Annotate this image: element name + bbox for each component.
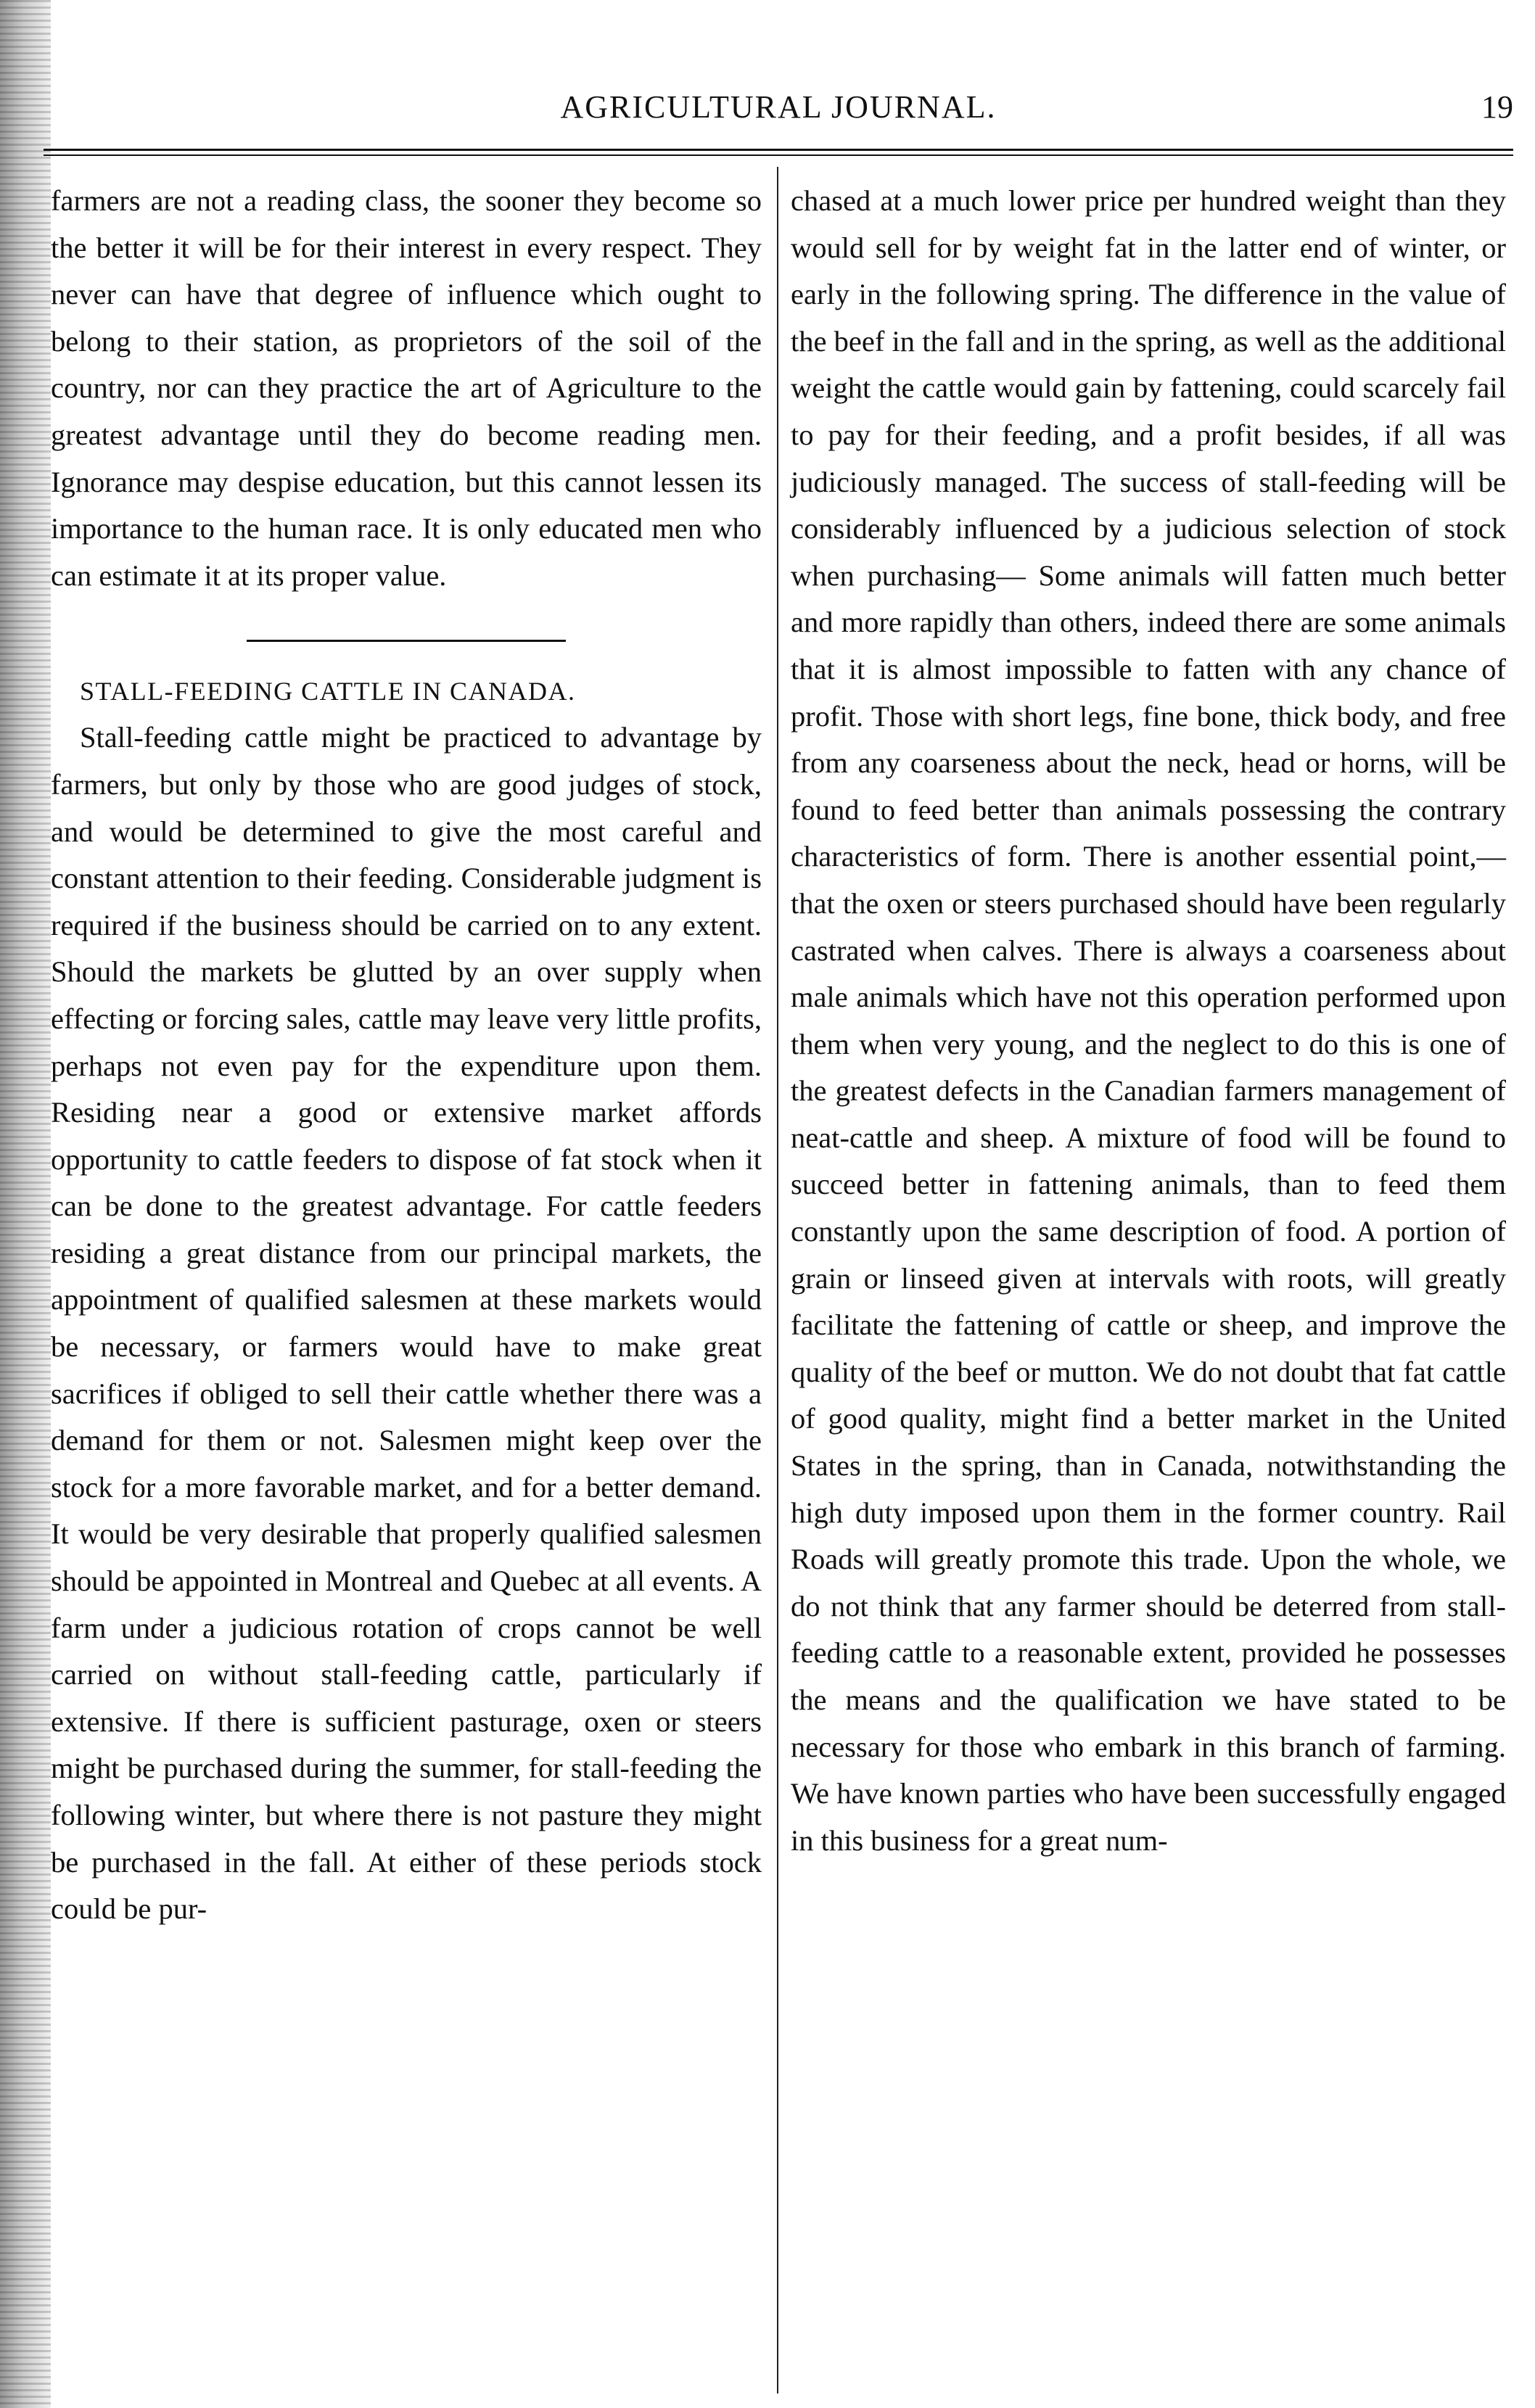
right-column <box>791 178 1506 1864</box>
page-number: 19 <box>1481 89 1513 125</box>
section-divider-rule <box>247 640 566 642</box>
header-rule-thin <box>44 154 1513 156</box>
left-paragraph-continuation: farmers are not a reading class, the sooner they become so the better it will be for their interest in every respect. They never can have that degree of influence which ought to belong to their station, as proprietors of the soil of the country, nor can they practice the art of Agriculture to the greatest advantage until they do become reading men. Ignorance may despise education, but this cannot lessen its importance to the human race. It is only educated men who can estimate it at its proper value. <box>51 184 762 592</box>
header-rule-thick <box>44 149 1513 151</box>
binding-edge-shadow <box>0 0 51 2408</box>
left-column <box>51 178 762 1933</box>
column-divider <box>777 167 778 2393</box>
right-paragraph-article: chased at a much lower price per hundred weight than they would sell for by weight fat in the latter end of winter, or early in the following spring. The difference in the value of the beef in the fall and in the spring, as well as the additional weight the cattle would gain by fattening, could scarcely fail to pay for their feeding, and a profit besides, if all was judiciously managed. The success of stall-feeding will be considerably influenced by a judicious selection of stock when purchasing— Some animals will fatten much better and more rapidly than others, indeed there are some animals that it is almost impossible to fatten with any chance of profit. Those with short legs, fine bone, thick body, and free from any coarseness about the neck, head or horns, will be found to feed better than animals possessing the contrary characteristics of form. There is another essential point,— that the oxen or steers purchased should have been regularly castrated when calves. There is always a coarseness about male animals which have not this operation performed upon them when very young, and the neglect to do this is one of the greatest defects in the Canadian farmers management of neat-cattle and sheep. A mixture of food will be found to succeed better in fattening animals, than to feed them constantly upon the same description of food. A portion of grain or linseed given at intervals with roots, will greatly facilitate the fattening of cattle or sheep, and improve the quality of the beef or mutton. We do not doubt that fat cattle of good quality, might find a better market in the United States in the spring, than in Canada, notwithstanding the high duty imposed upon them in the former country. Rail Roads will greatly promote this trade. Upon the whole, we do not think that any farmer should be deterred from stall-feeding cattle to a reasonable extent, provided he possesses the means and the qualification we have stated to be necessary for those who embark in this branch of farming. We have known parties who have been successfully engaged in this business for a great num- <box>791 184 1506 1857</box>
journal-title: AGRICULTURAL JOURNAL. <box>560 89 997 125</box>
left-paragraph-article: Stall-feeding cattle might be practiced to advantage by farmers, but only by those who are good judges of stock, and would be determined to give the most careful and constant attention to their feeding. Considerable judgment is required if the business should be carried on to any extent. Should the markets be glutted by an over supply when effecting or forcing sales, cattle may leave very little profits, perhaps not even pay for the expenditure upon them. Residing near a good or extensive market affords opportunity to cattle feeders to dispose of fat stock when it can be done to the greatest advantage. For cattle feeders residing a great distance from our principal markets, the appointment of qualified salesmen at these markets would be necessary, or farmers would have to make great sacrifices if obliged to sell their cattle whether there was a demand for them or not. Salesmen might keep over the stock for a more favorable market, and for a better demand. It would be very desirable that properly qualified salesmen should be appointed in Montreal and Quebec at all events. A farm under a judicious rotation of crops cannot be well carried on without stall-feeding cattle, particularly if extensive. If there is sufficient pasturage, oxen or steers might be purchased during the summer, for stall-feeding the following winter, but where there is not pasture they might be purchased in the fall. At either of these periods stock could be pur- <box>51 721 762 1926</box>
section-heading: STALL-FEEDING CATTLE IN CANADA. <box>80 677 576 706</box>
page-header <box>44 86 1513 136</box>
